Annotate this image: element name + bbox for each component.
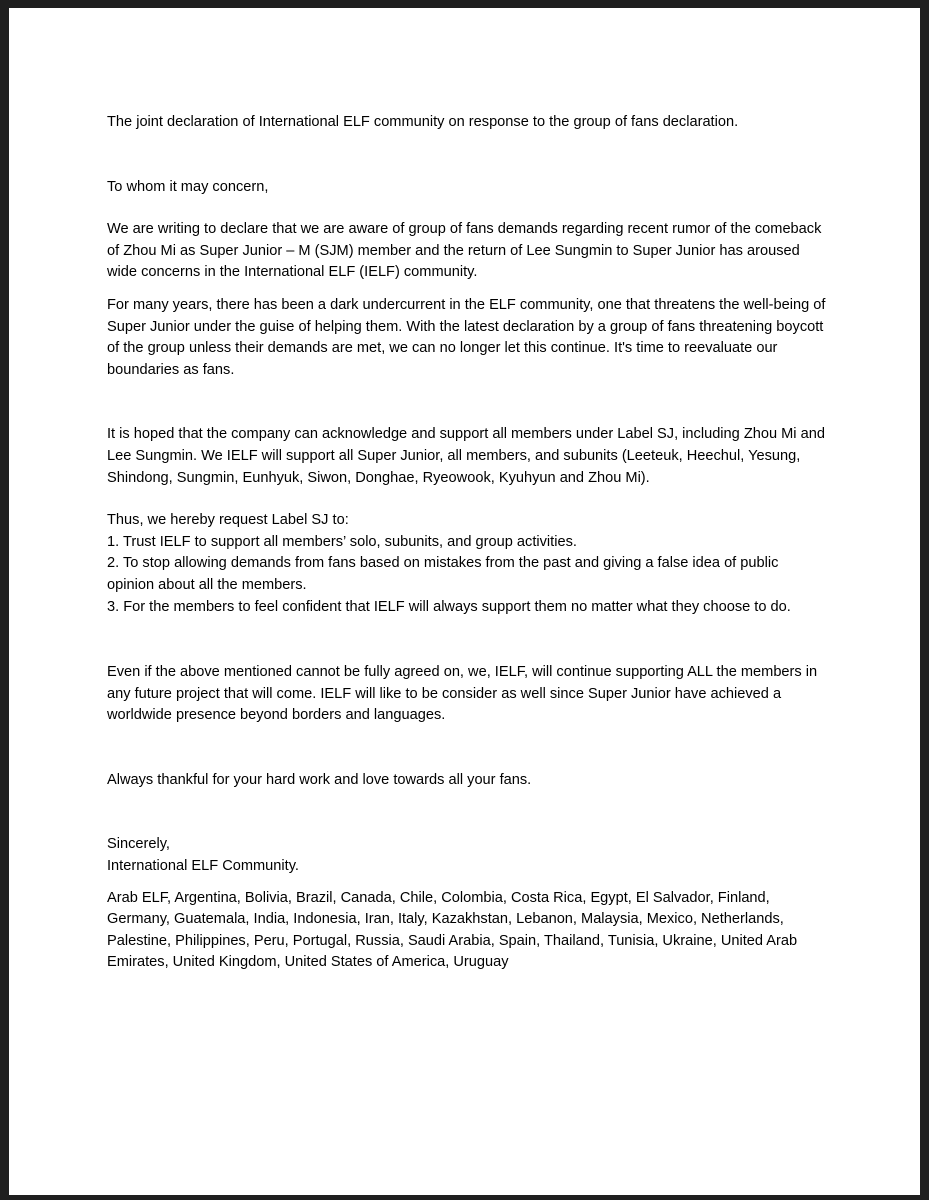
request-item-1: 1. Trust IELF to support all members’ solo, subunits, and group activities. bbox=[107, 533, 577, 550]
document-title: The joint declaration of International ELF community on response to the group of fans declaration. bbox=[107, 114, 739, 130]
request-item-3: 3. For the members to feel confident that IELF will always support them no matter what they choose to do. bbox=[107, 598, 791, 615]
paragraph-2: For many years, there has been a dark undercurrent in the ELF community, one that threatens the well-being of Super Junior under the guise of helping them. With the latest declaration by a group of fans threatening boycott of the group unless their demands are met, we can no longer let this continue. It's time to reevaluate our boundaries as fans. bbox=[107, 296, 826, 378]
paragraph-3: It is hoped that the company can acknowledge and support all members under Label SJ, including Zhou Mi and Lee Sungmin. We IELF will support all Super Junior, all members, and subunits (Leeteuk, Heechul, Yesung, Shindong, Sungmin, Eunhyuk, Siwon, Donghae, Ryeowook, Kyuhyun and Zhou Mi). bbox=[107, 426, 825, 486]
closing: Sincerely, bbox=[107, 836, 170, 853]
frame-border-right bbox=[920, 0, 929, 1200]
request-list bbox=[107, 532, 827, 618]
country-list: Arab ELF, Argentina, Bolivia, Brazil, Canada, Chile, Colombia, Costa Rica, Egypt, El Salvador, Finland, Germany, Guatemala, India, Indonesia, Iran, Italy, Kazakhstan, Lebanon, Malaysia, Mexico, Netherlands, Palestine, Philippines, Peru, Portugal, Russia, Saudi Arabia, Spain, Thailand, Tunisia, Ukraine, United Arab Emirates, United Kingdom, United States of America, Uruguay bbox=[107, 889, 798, 971]
frame-border-top bbox=[0, 0, 929, 8]
document-body bbox=[107, 112, 827, 974]
frame-border-left bbox=[0, 0, 9, 1200]
paragraph-1: We are writing to declare that we are aware of group of fans demands regarding recent rumor of the comeback of Zhou Mi as Super Junior – M (SJM) member and the return of Lee Sungmin to Super Junior has aroused wide concerns in the International ELF (IELF) community. bbox=[107, 221, 822, 281]
frame-border-bottom bbox=[0, 1195, 929, 1200]
salutation: To whom it may concern, bbox=[107, 178, 269, 195]
signature: International ELF Community. bbox=[107, 858, 299, 875]
request-item-2: 2. To stop allowing demands from fans based on mistakes from the past and giving a false idea of public opinion about all the members. bbox=[107, 555, 779, 593]
request-intro: Thus, we hereby request Label SJ to: bbox=[107, 512, 349, 529]
paragraph-5: Always thankful for your hard work and love towards all your fans. bbox=[107, 771, 532, 788]
paragraph-4: Even if the above mentioned cannot be fully agreed on, we, IELF, will continue supporting ALL the members in any future project that will come. IELF will like to be consider as well since Super Junior have achieved a worldwide presence beyond borders and languages. bbox=[107, 664, 818, 724]
